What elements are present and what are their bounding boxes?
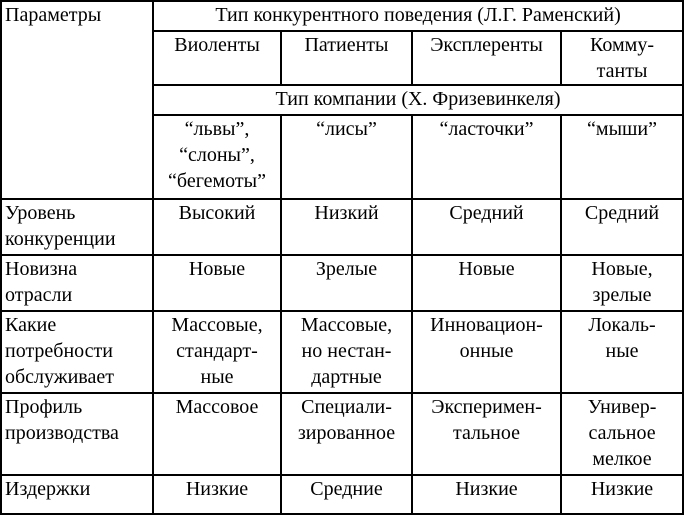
- table-cell: Средний: [412, 199, 561, 255]
- table-cell: Зрелые: [281, 255, 412, 311]
- table-cell: Средний: [561, 199, 683, 255]
- table-cell: Высокий: [153, 199, 281, 255]
- table-cell: Низкий: [281, 199, 412, 255]
- table-row: [1, 255, 683, 311]
- table-cell: Массовое: [153, 393, 281, 475]
- company-type-foxes: “лисы”: [281, 115, 412, 199]
- row-param-label: Профиль производства: [1, 393, 153, 475]
- table-row: [1, 199, 683, 255]
- behavior-type-commutant: Комму- танты: [561, 31, 683, 85]
- table-cell: Низкие: [412, 475, 561, 514]
- behavior-type-explerent: Эксплеренты: [412, 31, 561, 85]
- row-param-label: Уровень конкуренции: [1, 199, 153, 255]
- row-param-label: Издержки: [1, 475, 153, 514]
- table-cell: Массовые, стандарт- ные: [153, 311, 281, 393]
- table-cell: Новые: [412, 255, 561, 311]
- behavior-type-violent: Виоленты: [153, 31, 281, 85]
- table-cell: Локаль- ные: [561, 311, 683, 393]
- table-cell: Новые, зрелые: [561, 255, 683, 311]
- table-cell: Универ- сальное мелкое: [561, 393, 683, 475]
- table-row: [1, 311, 683, 393]
- table-cell: Новые: [153, 255, 281, 311]
- table-cell: Инновацион- онные: [412, 311, 561, 393]
- row-param-label: Какие потребности обслуживает: [1, 311, 153, 393]
- table-row: [1, 475, 683, 514]
- behavior-type-title: Тип конкурентного поведения (Л.Г. Раменский): [153, 1, 683, 31]
- params-header-cell: Параметры: [1, 1, 153, 199]
- table-cell: Массовые, но нестан- дартные: [281, 311, 412, 393]
- table-cell: Средние: [281, 475, 412, 514]
- behavior-type-patient: Патиенты: [281, 31, 412, 85]
- table-cell: Специали- зированное: [281, 393, 412, 475]
- company-type-title: Тип компании (Х. Фризевинкеля): [153, 85, 683, 115]
- table-cell: Низкие: [153, 475, 281, 514]
- company-type-lions: “львы”, “слоны”, “бегемоты”: [153, 115, 281, 199]
- row-param-label: Новизна отрасли: [1, 255, 153, 311]
- company-type-mice: “мыши”: [561, 115, 683, 199]
- table-cell: Низкие: [561, 475, 683, 514]
- table-cell: Эксперимен- тальное: [412, 393, 561, 475]
- company-type-swallows: “ласточки”: [412, 115, 561, 199]
- table-row: [1, 393, 683, 475]
